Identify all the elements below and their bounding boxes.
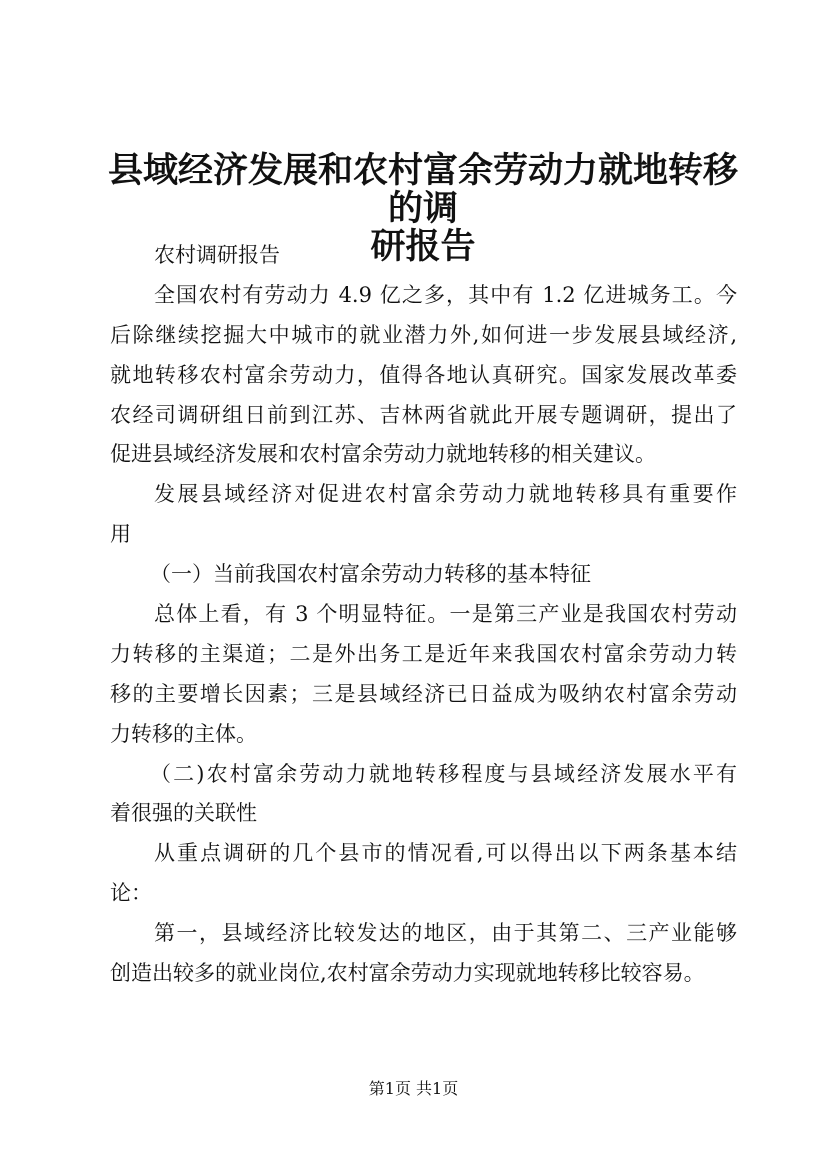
text-line: 全国农村有劳动力 4.9 亿之多，其中有 1.2 亿进城务工。今	[154, 282, 737, 307]
text-line: 用	[110, 522, 131, 547]
text-line: 第一，县域经济比较发达的地区，由于其第二、三产业能够	[154, 921, 737, 946]
text-line: 着很强的关联性	[110, 801, 257, 826]
text-line: 力转移的主体。	[110, 721, 257, 746]
text-line: 从重点调研的几个县市的情况看,可以得出以下两条基本结	[154, 841, 737, 866]
text-line: 总体上看，有 3 个明显特征。一是第三产业是我国农村劳动	[154, 602, 737, 627]
text-line: 发展县域经济对促进农村富余劳动力就地转移具有重要作	[154, 482, 737, 507]
page-footer: 第1页 共1页	[368, 1079, 459, 1098]
text-line: 移的主要增长因素；三是县域经济已日益成为吸纳农村富余劳动	[110, 681, 737, 706]
text-line: 力转移的主渠道；二是外出务工是近年来我国农村富余劳动力转	[110, 641, 737, 666]
document-body	[110, 236, 737, 994]
text-line: 后除继续挖掘大中城市的就业潜力外,如何进一步发展县域经济,	[110, 322, 737, 347]
text-line: 就地转移农村富余劳动力，值得各地认真研究。国家发展改革委	[110, 362, 737, 387]
text-line: （二)农村富余劳动力就地转移程度与县域经济发展水平有	[150, 761, 737, 786]
text-line: 农经司调研组日前到江苏、吉林两省就此开展专题调研，提出了	[110, 402, 737, 427]
text-line: （一）当前我国农村富余劳动力转移的基本特征	[150, 562, 591, 587]
text-line: 促进县域经济发展和农村富余劳动力就地转移的相关建议。	[110, 442, 656, 467]
title-line: 研报告	[370, 226, 476, 267]
text-line: 论：	[110, 881, 152, 906]
text-line: 创造出较多的就业岗位,农村富余劳动力实现就地转移比较容易。	[110, 961, 705, 986]
text-line: 农村调研报告	[154, 243, 280, 267]
title-line: 县域经济发展和农村富余劳动力就地转移的调	[108, 150, 739, 229]
